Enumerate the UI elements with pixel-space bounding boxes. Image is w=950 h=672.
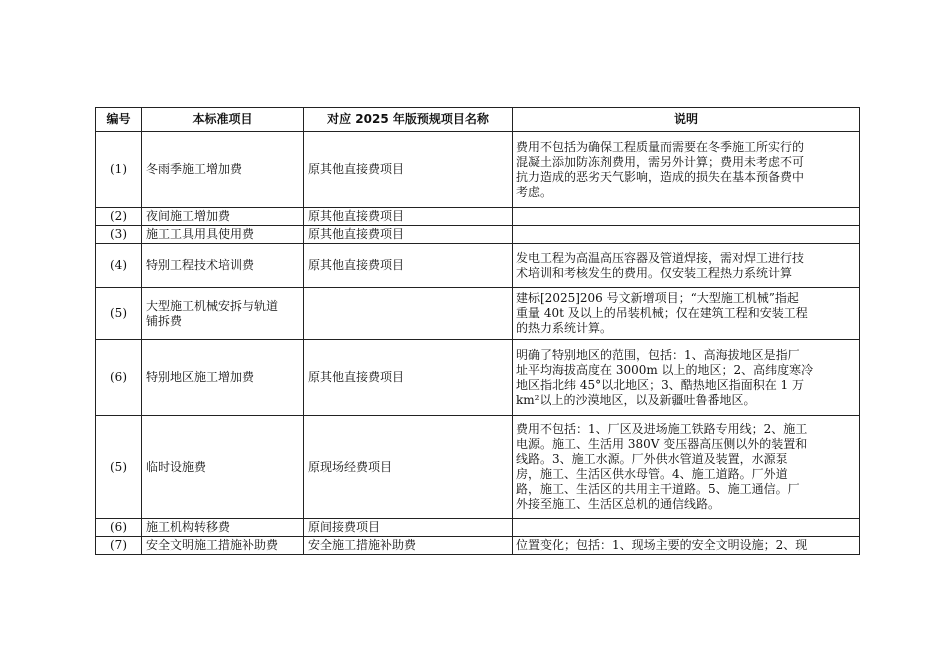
standard-item-name: 冬雨季施工增加费 xyxy=(142,132,304,208)
description-line: 建标[2025]206 号文新增项目；“大型施工机械”指起 xyxy=(516,291,799,305)
table-row xyxy=(96,132,860,208)
standard-item-name: 安全文明施工措施补助费 xyxy=(142,537,304,555)
old-item-name: 原间接费项目 xyxy=(304,519,513,537)
description-line: 外接至施工、生活区总机的通信线路。 xyxy=(516,497,721,511)
standard-item-line: 铺拆费 xyxy=(146,313,183,328)
old-item-name: 原其他直接费项目 xyxy=(304,244,513,288)
old-item-name: 原其他直接费项目 xyxy=(304,208,513,226)
table-row xyxy=(96,537,860,555)
description-line: 重量 40t 及以上的吊装机械；仅在建筑工程和安装工程 xyxy=(516,306,808,320)
standard-item-name: 夜间施工增加费 xyxy=(142,208,304,226)
description-line: 的热力系统计算。 xyxy=(516,321,613,335)
description-cell xyxy=(513,208,860,226)
description-line: 混凝土添加防冻剂费用，需另外计算；费用未考虑不可 xyxy=(516,154,805,169)
description-cell xyxy=(513,519,860,537)
row-number: (6) xyxy=(96,519,142,537)
row-number: (1) xyxy=(96,132,142,208)
old-item-name: 原其他直接费项目 xyxy=(304,340,513,416)
row-number: (7) xyxy=(96,537,142,555)
header-num: 编号 xyxy=(96,108,142,132)
table-row xyxy=(96,416,860,519)
row-number: (4) xyxy=(96,244,142,288)
description-cell xyxy=(513,132,860,208)
row-number: (5) xyxy=(96,416,142,519)
description-line: 电源。施工、生活用 380V 变压器高压侧以外的装置和 xyxy=(516,437,808,451)
description-line: 路，施工、生活区的共用主干道路。5、施工通信。厂 xyxy=(516,482,800,496)
description-line: 术培训和考核发生的费用。仅安装工程热力系统计算 xyxy=(516,265,793,280)
description-line: 房，施工、生活区供水母管。4、施工道路。厂外道 xyxy=(516,467,788,481)
description-line: km²以上的沙漠地区，以及新疆吐鲁番地区。 xyxy=(516,392,756,407)
description-cell xyxy=(513,416,860,519)
standard-item-name: 特别工程技术培训费 xyxy=(142,244,304,288)
description-line: 位置变化；包括：1、现场主要的安全文明设施；2、现 xyxy=(516,538,808,552)
table-row xyxy=(96,226,860,244)
description-cell xyxy=(513,226,860,244)
old-item-name: 安全施工措施补助费 xyxy=(304,537,513,555)
standard-item-name: 临时设施费 xyxy=(142,416,304,519)
old-item-name xyxy=(304,288,513,340)
table-row xyxy=(96,244,860,288)
standard-item-name: 施工工具用具使用费 xyxy=(142,226,304,244)
description-cell xyxy=(513,288,860,340)
old-item-name: 原其他直接费项目 xyxy=(304,132,513,208)
table-header-row xyxy=(96,108,860,132)
description-line: 线路。3、施工水源。厂外供水管道及装置，水源泵 xyxy=(516,452,788,466)
standard-item-name: 施工机构转移费 xyxy=(142,519,304,537)
header-old-name: 对应 2025 年版预规项目名称 xyxy=(304,108,513,132)
description-line: 费用不包括：1、厂区及进场施工铁路专用线；2、施工 xyxy=(516,422,808,436)
cost-items-table xyxy=(95,107,860,555)
table-row xyxy=(96,519,860,537)
row-number: (6) xyxy=(96,340,142,416)
old-item-name: 原现场经费项目 xyxy=(304,416,513,519)
row-number: (5) xyxy=(96,288,142,340)
description-line: 考虑。 xyxy=(516,184,553,199)
header-item: 本标准项目 xyxy=(142,108,304,132)
description-cell xyxy=(513,244,860,288)
description-line: 地区指北纬 45°以北地区；3、酷热地区指面积在 1 万 xyxy=(516,377,804,392)
description-line: 址平均海拔高度在 3000m 以上的地区；2、高纬度寒冷 xyxy=(516,362,814,377)
header-description: 说明 xyxy=(513,108,860,132)
description-line: 明确了特别地区的范围，包括：1、高海拔地区是指厂 xyxy=(516,347,800,362)
table-row xyxy=(96,288,860,340)
description-line: 费用不包括为确保工程质量而需要在冬季施工所实行的 xyxy=(516,139,805,154)
table-row xyxy=(96,208,860,226)
standard-item-name: 特别地区施工增加费 xyxy=(142,340,304,416)
standard-item-name xyxy=(142,288,304,340)
description-line: 抗力造成的恶劣天气影响，造成的损失在基本预备费中 xyxy=(516,169,805,184)
row-number: (3) xyxy=(96,226,142,244)
row-number: (2) xyxy=(96,208,142,226)
description-line: 发电工程为高温高压容器及管道焊接，需对焊工进行技 xyxy=(516,250,805,265)
old-item-name: 原其他直接费项目 xyxy=(304,226,513,244)
table-row xyxy=(96,340,860,416)
description-cell xyxy=(513,537,860,555)
description-cell xyxy=(513,340,860,416)
standard-item-line: 大型施工机械安拆与轨道 xyxy=(146,298,279,313)
table-body xyxy=(96,132,860,555)
